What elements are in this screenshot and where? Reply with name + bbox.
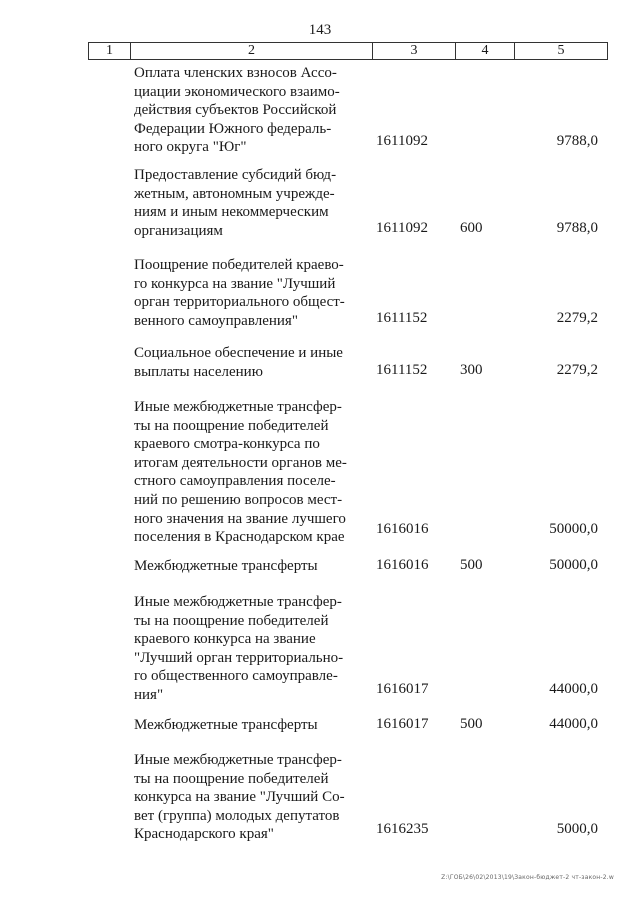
row-amount: 2279,2 [556,310,598,326]
row-description: Межбюджетные трансферты [134,717,318,733]
header-col-5: 5 [557,43,565,58]
row-description: Иные межбюджетные трансфер- ты на поощрение победителей краевого конкурса на звание "Лучший орган территориально- го общественного самоуправле- ния" [134,594,344,703]
header-col-2: 2 [131,43,373,59]
row-type: 500 [460,557,483,573]
header-col-4: 4 [456,43,515,59]
row-amount: 2279,2 [556,362,598,378]
header-col-3: 3 [373,43,456,59]
table-header [88,42,608,60]
row-type: 500 [460,716,483,732]
page-number: 143 [308,22,332,38]
row-code: 1611092 [376,133,428,149]
row-description: Предоставление субсидий бюд- жетным, автономным учрежде- ниям и иным некоммерческим организациям [134,167,337,239]
row-amount: 50000,0 [549,521,598,537]
file-path-footer: Z:\ГОБ\26\02\2013\19\Закон-бюджет-2 чт-закон-2.w [441,874,614,881]
row-amount: 50000,0 [549,557,598,573]
row-description: Иные межбюджетные трансфер- ты на поощрение победителей краевого смотра-конкурса по итогам деятельности органов ме- стного самоуправления поселе- ний по решению вопросов мест- ного значения на звание лучшего поселения в Краснодарском крае [134,399,347,546]
row-code: 1616235 [376,821,429,837]
row-type: 300 [460,362,483,378]
header-col-1: 1 [89,43,131,59]
row-code: 1616017 [376,716,429,732]
row-amount: 5000,0 [556,821,598,837]
row-code: 1611092 [376,220,428,236]
row-code: 1616017 [376,681,429,697]
row-description: Межбюджетные трансферты [134,558,318,574]
row-amount: 9788,0 [556,133,598,149]
row-code: 1616016 [376,557,429,573]
row-amount: 44000,0 [549,681,598,697]
row-type: 600 [460,220,483,236]
row-code: 1616016 [376,521,429,537]
row-code: 1611152 [376,310,428,326]
row-description: Оплата членских взносов Ассо- циации экономического взаимо- действия субъектов Российской Федерации Южного федераль- ного округа "Юг" [134,65,340,156]
row-description: Социальное обеспечение и иные выплаты населению [134,345,343,380]
row-description: Поощрение победителей краево- го конкурса на звание "Лучший орган территориального общест- венного самоуправления" [134,257,345,329]
row-code: 1611152 [376,362,428,378]
row-description: Иные межбюджетные трансфер- ты на поощрение победителей конкурса на звание "Лучший Со- вет (группа) молодых депутатов Краснодарского края" [134,752,345,843]
row-amount: 9788,0 [556,220,598,236]
row-amount: 44000,0 [549,716,598,732]
